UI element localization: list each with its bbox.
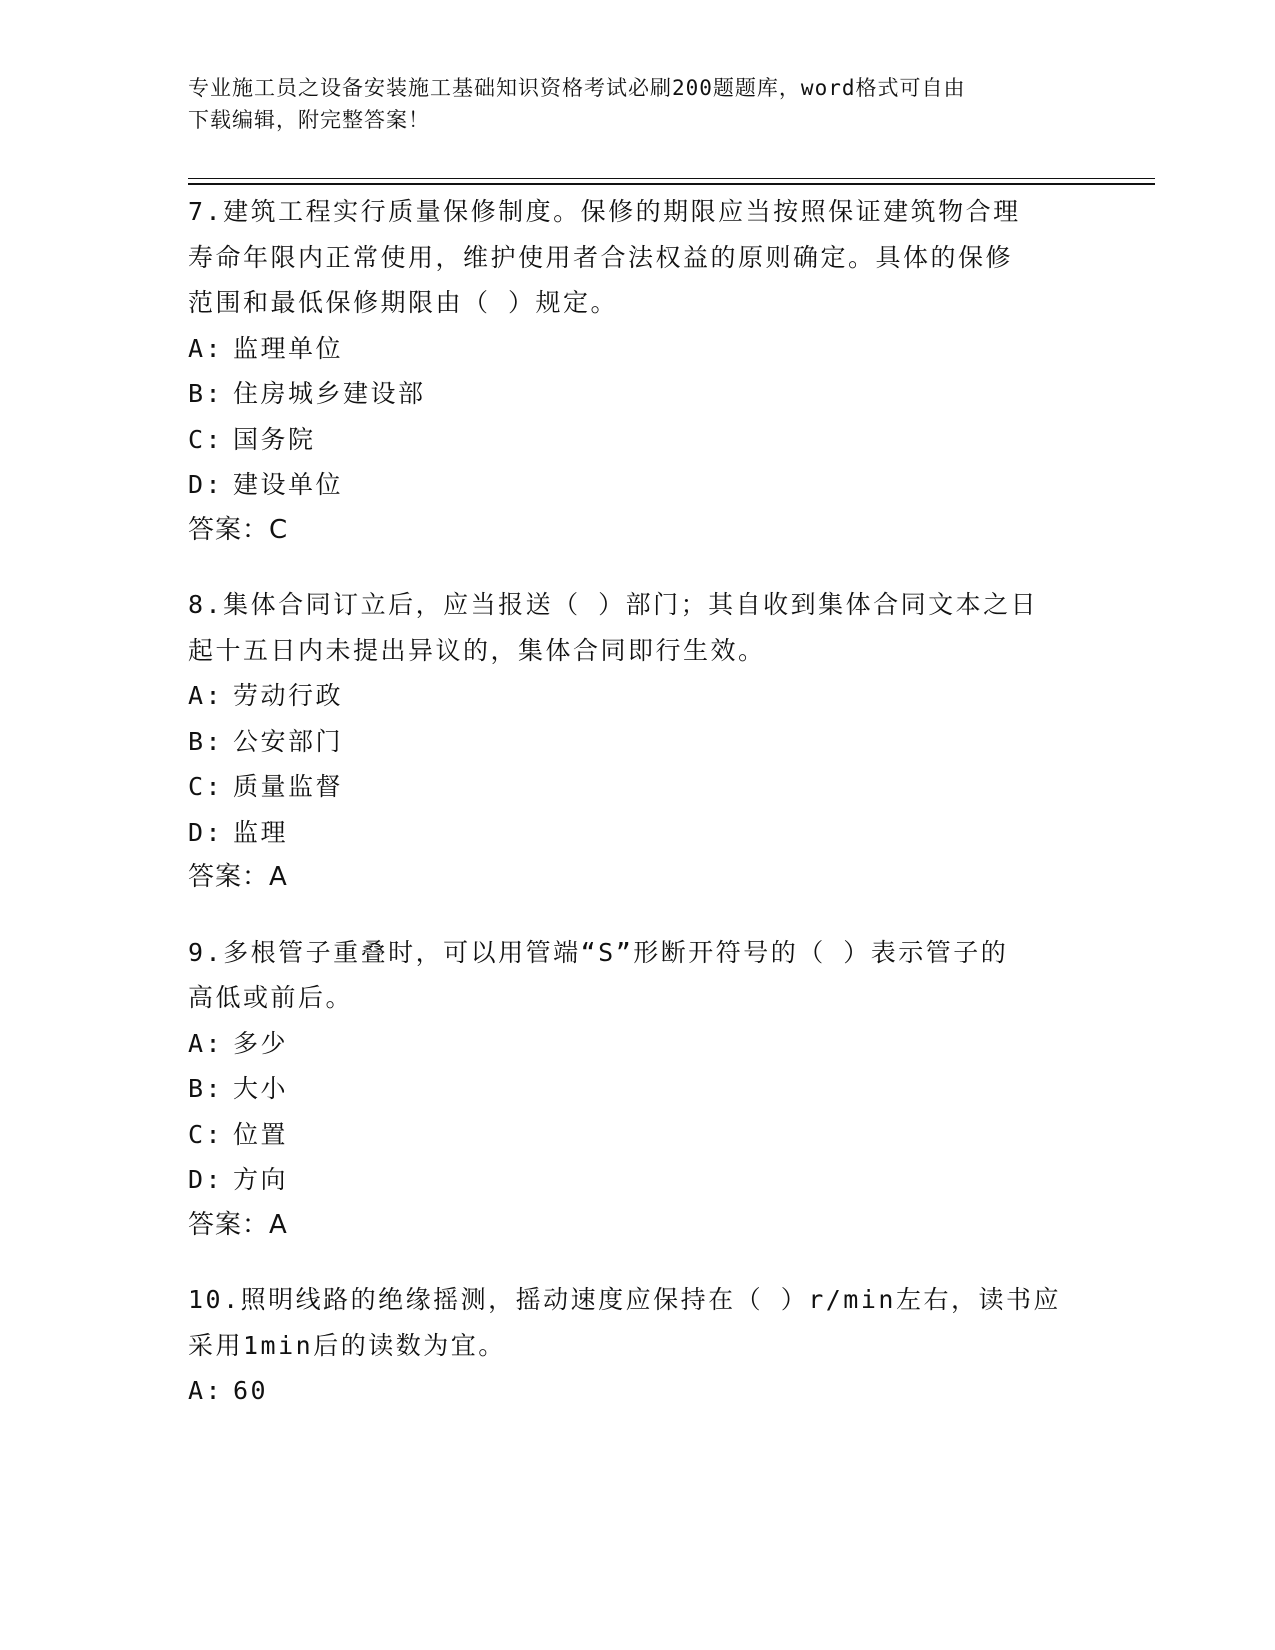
option-text: 位置 — [233, 1119, 289, 1149]
option-letter: A: — [188, 333, 224, 363]
question-stem-line: 范围和最低保修期限由（ ）规定。 — [188, 288, 619, 317]
option-text: 住房城乡建设部 — [233, 379, 426, 408]
question-8 — [188, 582, 1088, 901]
option-letter: B: — [188, 726, 224, 756]
header-divider-thick — [188, 183, 1155, 185]
option-b — [188, 371, 1088, 417]
option-text: 多少 — [233, 1028, 289, 1058]
option-letter: A: — [188, 681, 224, 710]
answer-line: 答案：C — [188, 514, 289, 545]
option-d — [188, 1157, 1088, 1203]
question-9 — [188, 930, 1088, 1249]
option-letter: D: — [188, 1165, 224, 1194]
header-line-2: 下载编辑，附完整答案！ — [188, 108, 430, 132]
question-stem-line: 8.集体合同订立后，应当报送（ ）部门；其自收到集体合同文本之日 — [188, 590, 1039, 619]
question-stem — [188, 1277, 1088, 1368]
document-header — [188, 72, 1068, 136]
question-stem — [188, 189, 1088, 326]
option-text: 监理单位 — [233, 333, 344, 363]
option-c — [188, 417, 1088, 463]
option-letter: D: — [188, 817, 224, 847]
option-a — [188, 673, 1088, 719]
option-text: 方向 — [233, 1165, 289, 1194]
option-text: 国务院 — [233, 424, 316, 454]
option-a — [188, 326, 1088, 372]
question-stem-line: 寿命年限内正常使用，维护使用者合法权益的原则确定。具体的保修 — [188, 242, 1014, 272]
question-10 — [188, 1277, 1088, 1414]
option-letter: C: — [188, 1119, 224, 1149]
option-letter: A: — [188, 1376, 224, 1405]
option-text: 监理 — [233, 817, 289, 847]
option-text: 公安部门 — [233, 726, 344, 756]
option-letter: B: — [188, 1074, 224, 1103]
option-letter: C: — [188, 424, 224, 454]
option-b — [188, 719, 1088, 765]
answer-line: 答案：A — [188, 862, 288, 892]
question-stem — [188, 930, 1088, 1021]
option-d — [188, 810, 1088, 856]
question-stem-line: 7.建筑工程实行质量保修制度。保修的期限应当按照保证建筑物合理 — [188, 197, 1021, 226]
question-stem-line: 采用1min后的读数为宜。 — [188, 1330, 506, 1360]
option-c — [188, 764, 1088, 810]
question-stem — [188, 582, 1088, 673]
question-7 — [188, 189, 1088, 553]
option-a — [188, 1021, 1088, 1067]
option-letter: C: — [188, 772, 224, 801]
option-text: 60 — [233, 1376, 269, 1405]
question-list — [188, 189, 1088, 1443]
option-b — [188, 1066, 1088, 1112]
option-letter: D: — [188, 470, 224, 499]
option-text: 大小 — [233, 1074, 289, 1103]
option-a — [188, 1368, 1088, 1414]
answer-line: 答案：A — [188, 1209, 288, 1240]
question-stem-line: 起十五日内未提出异议的，集体合同即行生效。 — [188, 635, 766, 665]
header-divider-thin — [188, 178, 1155, 179]
question-stem-line: 9.多根管子重叠时，可以用管端“S”形断开符号的（ ）表示管子的 — [188, 937, 1009, 967]
option-d — [188, 462, 1088, 508]
option-text: 劳动行政 — [233, 681, 344, 710]
option-text: 建设单位 — [233, 470, 344, 499]
option-letter: A: — [188, 1028, 224, 1058]
header-line-1: 专业施工员之设备安装施工基础知识资格考试必刷200题题库，word格式可自由 — [188, 76, 966, 100]
option-letter: B: — [188, 379, 224, 408]
option-text: 质量监督 — [233, 772, 344, 801]
question-stem-line: 10.照明线路的绝缘摇测，摇动速度应保持在（ ）r/min左右，读书应 — [188, 1285, 1061, 1314]
option-c — [188, 1112, 1088, 1158]
question-stem-line: 高低或前后。 — [188, 983, 354, 1012]
